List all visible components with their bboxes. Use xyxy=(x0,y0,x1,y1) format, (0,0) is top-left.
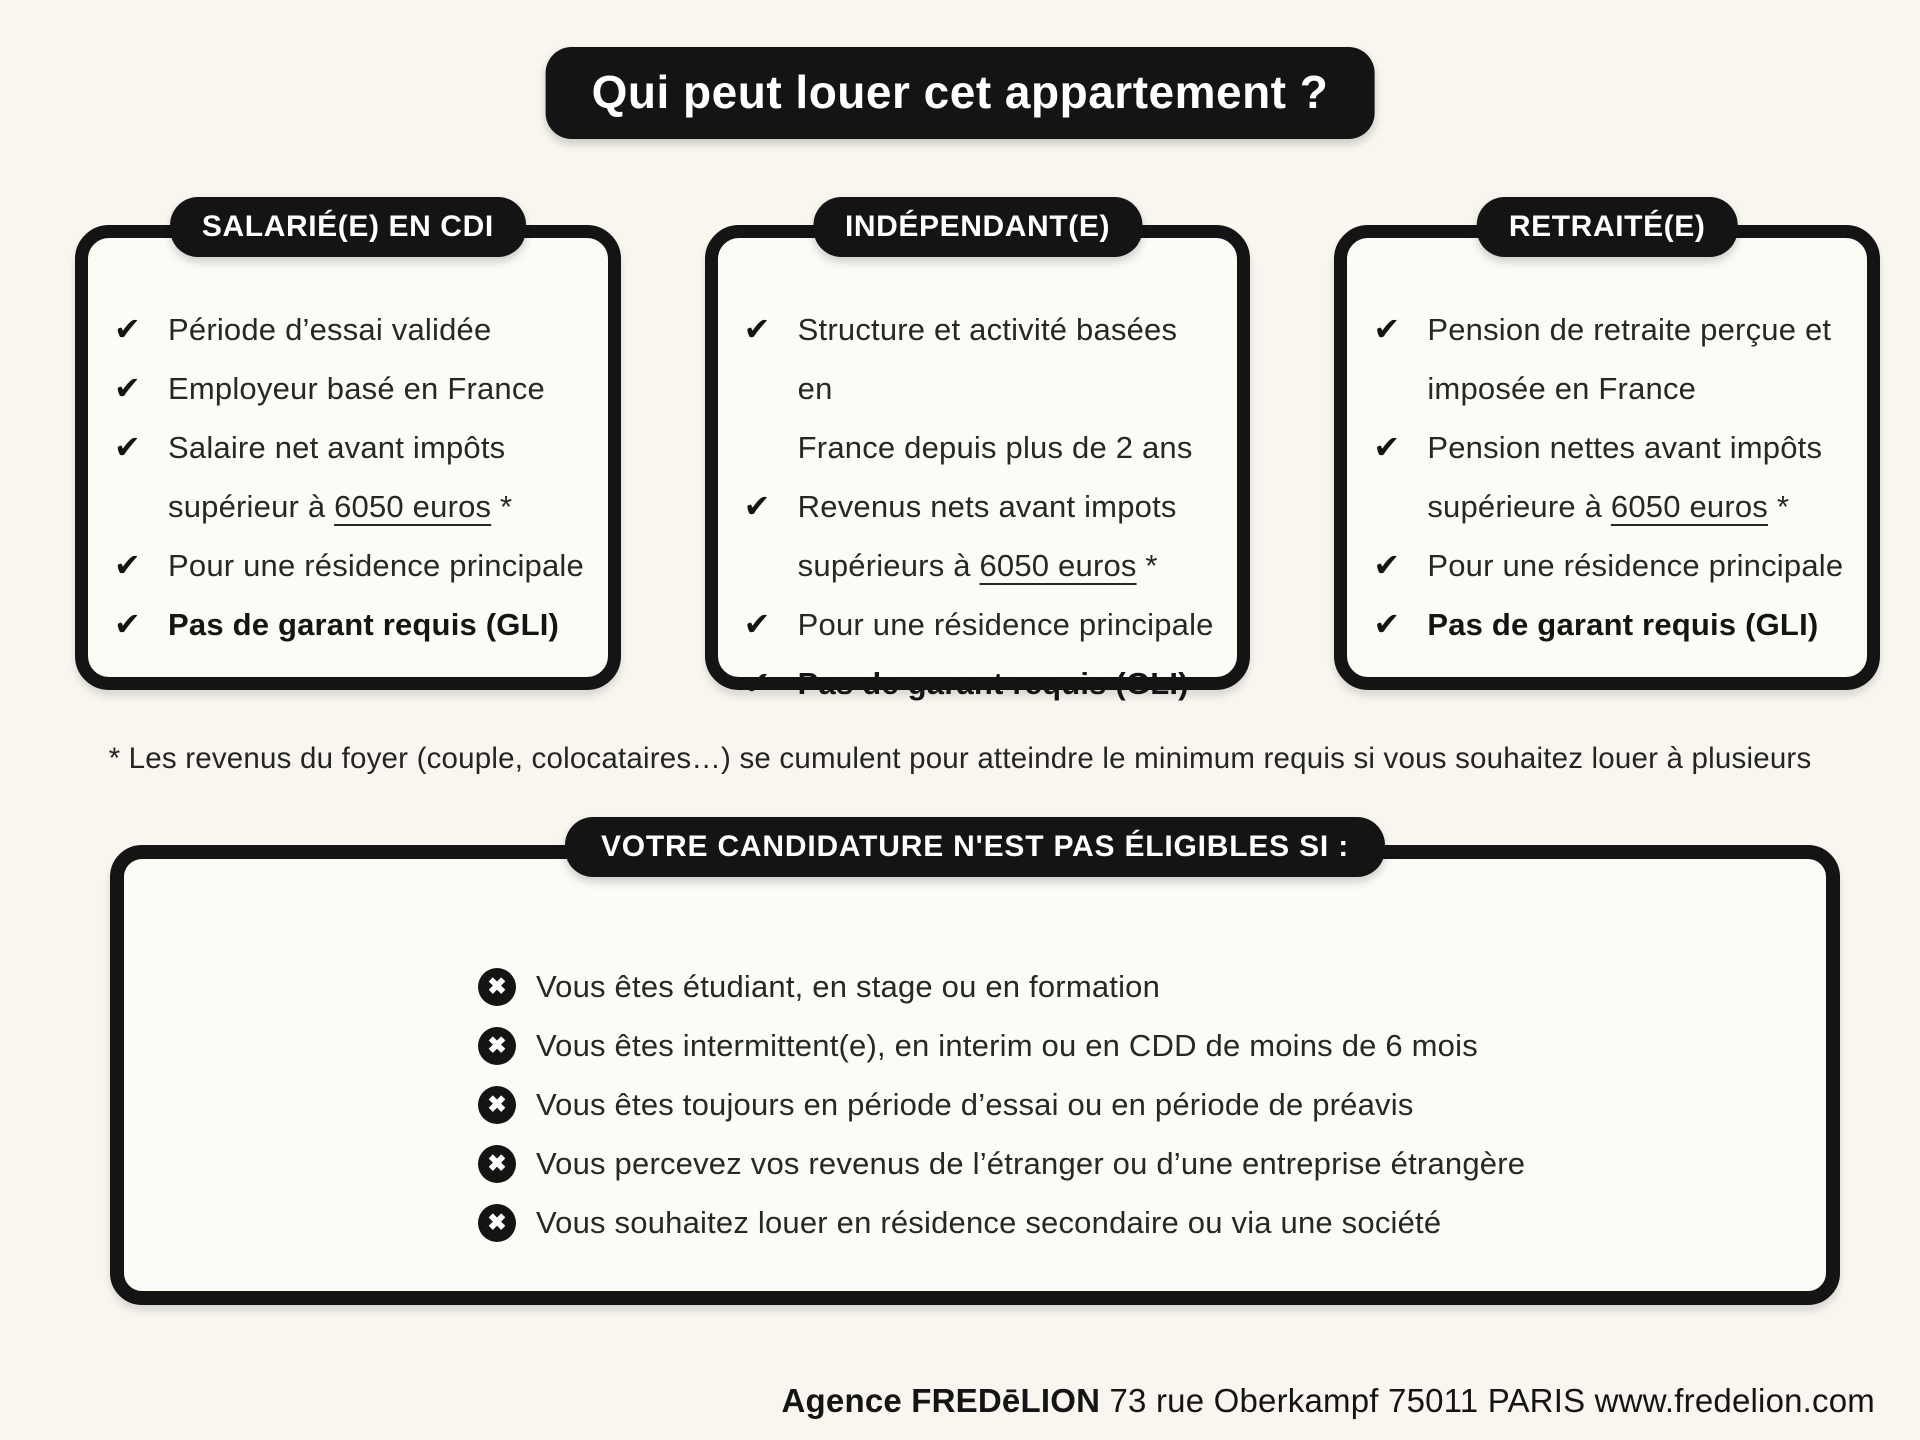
ineligibility-box xyxy=(110,830,1840,1305)
check-icon: ✔ xyxy=(114,606,141,642)
excluded-item-text: Vous êtes intermittent(e), en interim ou en CDD de moins de 6 mois xyxy=(536,1027,1478,1063)
agency-address: 73 rue Oberkampf 75011 PARIS www.fredelion.com xyxy=(1100,1382,1875,1419)
check-icon: ✔ xyxy=(1373,429,1401,465)
check-icon: ✔ xyxy=(743,606,771,642)
text-segment: Période d’essai validée xyxy=(168,312,492,347)
text-line xyxy=(168,595,559,654)
ineligibility-header: VOTRE CANDIDATURE N'EST PAS ÉLIGIBLES SI : xyxy=(565,817,1385,877)
check-item-text xyxy=(798,654,1189,713)
check-item xyxy=(1373,595,1849,654)
text-segment: Pension de retraite perçue et xyxy=(1427,312,1832,347)
text-segment: Revenus nets avant impots xyxy=(797,489,1177,524)
text-line xyxy=(1427,595,1818,654)
check-item-text xyxy=(1427,595,1818,654)
check-item xyxy=(114,418,590,536)
check-item-text xyxy=(798,300,1220,477)
income-footnote: * Les revenus du foyer (couple, colocataires…) se cumulent pour atteindre le minimum requis si vous souhaitez louer à plusieurs xyxy=(108,742,1812,775)
text-line xyxy=(1427,300,1831,359)
text-segment: supérieure à xyxy=(1427,489,1611,524)
check-icon: ✔ xyxy=(743,311,771,347)
text-segment: Salaire net avant impôts xyxy=(168,430,506,465)
check-item xyxy=(744,300,1220,477)
text-line xyxy=(168,477,512,536)
check-item xyxy=(1373,418,1849,536)
check-item-text xyxy=(168,418,512,536)
ineligibility-list xyxy=(478,957,1826,1252)
cross-icon: ✖ xyxy=(478,1086,516,1124)
check-item-text xyxy=(1427,418,1822,536)
check-icon: ✔ xyxy=(114,429,141,465)
check-item xyxy=(744,595,1220,654)
text-line xyxy=(798,418,1220,477)
cross-icon: ✖ xyxy=(478,1204,516,1242)
text-line xyxy=(1427,477,1822,536)
text-segment: Pas de garant requis (GLI) xyxy=(168,607,560,642)
card-criteria-list xyxy=(1347,238,1867,654)
text-segment: imposée en France xyxy=(1427,371,1697,406)
page-title: Qui peut louer cet appartement ? xyxy=(546,47,1375,139)
eligibility-cards-row xyxy=(75,210,1880,701)
card-header-pill: INDÉPENDANT(E) xyxy=(813,197,1142,257)
text-segment: Pour une résidence principale xyxy=(1427,548,1844,583)
text-segment: Employeur basé en France xyxy=(168,371,545,406)
check-item-text xyxy=(1427,300,1831,418)
text-segment: Pour une résidence principale xyxy=(797,607,1214,642)
excluded-item xyxy=(478,957,1826,1016)
excluded-item-text: Vous êtes étudiant, en stage ou en formation xyxy=(536,968,1161,1004)
check-icon: ✔ xyxy=(743,665,771,701)
check-item xyxy=(1373,300,1849,418)
check-icon: ✔ xyxy=(1373,311,1401,347)
text-line xyxy=(798,654,1189,713)
card-criteria-list xyxy=(718,238,1238,713)
agency-footer xyxy=(782,1382,1875,1420)
text-line xyxy=(798,300,1220,418)
check-icon: ✔ xyxy=(1373,606,1401,642)
text-segment: Structure et activité basées en xyxy=(797,312,1178,406)
underlined-amount: 6050 euros xyxy=(979,548,1137,583)
cross-icon: ✖ xyxy=(478,968,516,1006)
agency-name: Agence FREDēLION xyxy=(781,1382,1101,1419)
check-icon: ✔ xyxy=(114,370,141,406)
eligibility-card xyxy=(705,210,1251,701)
text-line xyxy=(798,477,1177,536)
excluded-item xyxy=(478,1016,1826,1075)
check-item-text xyxy=(168,595,559,654)
check-item-text xyxy=(798,595,1214,654)
check-icon: ✔ xyxy=(1373,547,1401,583)
card-header-pill: SALARIÉ(E) EN CDI xyxy=(170,197,526,257)
excluded-item xyxy=(478,1193,1826,1252)
text-line xyxy=(168,536,584,595)
check-item xyxy=(114,300,590,359)
text-segment: * xyxy=(491,489,513,524)
text-segment: France depuis plus de 2 ans xyxy=(797,430,1193,465)
check-icon: ✔ xyxy=(114,547,141,583)
eligibility-card xyxy=(75,210,621,690)
check-item-text xyxy=(168,300,491,359)
underlined-amount: 6050 euros xyxy=(334,489,492,524)
text-segment: Pour une résidence principale xyxy=(168,548,584,583)
text-line xyxy=(798,595,1214,654)
check-item xyxy=(744,477,1220,595)
text-segment: Pas de garant requis (GLI) xyxy=(797,666,1189,701)
check-item xyxy=(1373,536,1849,595)
text-line xyxy=(1427,359,1831,418)
text-line xyxy=(168,300,491,359)
check-icon: ✔ xyxy=(114,311,141,347)
text-segment: * xyxy=(1768,489,1790,524)
text-segment: supérieur à xyxy=(168,489,335,524)
text-segment: supérieurs à xyxy=(797,548,980,583)
check-item xyxy=(114,536,590,595)
eligibility-card xyxy=(1334,210,1880,690)
text-line xyxy=(1427,536,1843,595)
check-item xyxy=(744,654,1220,713)
text-line xyxy=(1427,418,1822,477)
check-item-text xyxy=(798,477,1177,595)
cross-icon: ✖ xyxy=(478,1027,516,1065)
text-line xyxy=(168,359,545,418)
underlined-amount: 6050 euros xyxy=(1610,489,1769,524)
cross-icon: ✖ xyxy=(478,1145,516,1183)
check-item xyxy=(114,359,590,418)
card-criteria-list xyxy=(88,238,608,654)
excluded-item xyxy=(478,1134,1826,1193)
excluded-item xyxy=(478,1075,1826,1134)
text-segment: * xyxy=(1136,548,1158,583)
check-item-text xyxy=(1427,536,1843,595)
check-item-text xyxy=(168,359,545,418)
excluded-item-text: Vous souhaitez louer en résidence secondaire ou via une société xyxy=(536,1204,1442,1240)
excluded-item-text: Vous êtes toujours en période d’essai ou en période de préavis xyxy=(536,1086,1414,1122)
text-segment: Pas de garant requis (GLI) xyxy=(1427,607,1819,642)
check-item-text xyxy=(168,536,584,595)
text-line xyxy=(168,418,512,477)
check-icon: ✔ xyxy=(743,488,771,524)
card-header-pill: RETRAITÉ(E) xyxy=(1477,197,1738,257)
text-line xyxy=(798,536,1177,595)
excluded-item-text: Vous percevez vos revenus de l’étranger ou d’une entreprise étrangère xyxy=(536,1145,1526,1181)
check-item xyxy=(114,595,590,654)
text-segment: Pension nettes avant impôts xyxy=(1427,430,1823,465)
